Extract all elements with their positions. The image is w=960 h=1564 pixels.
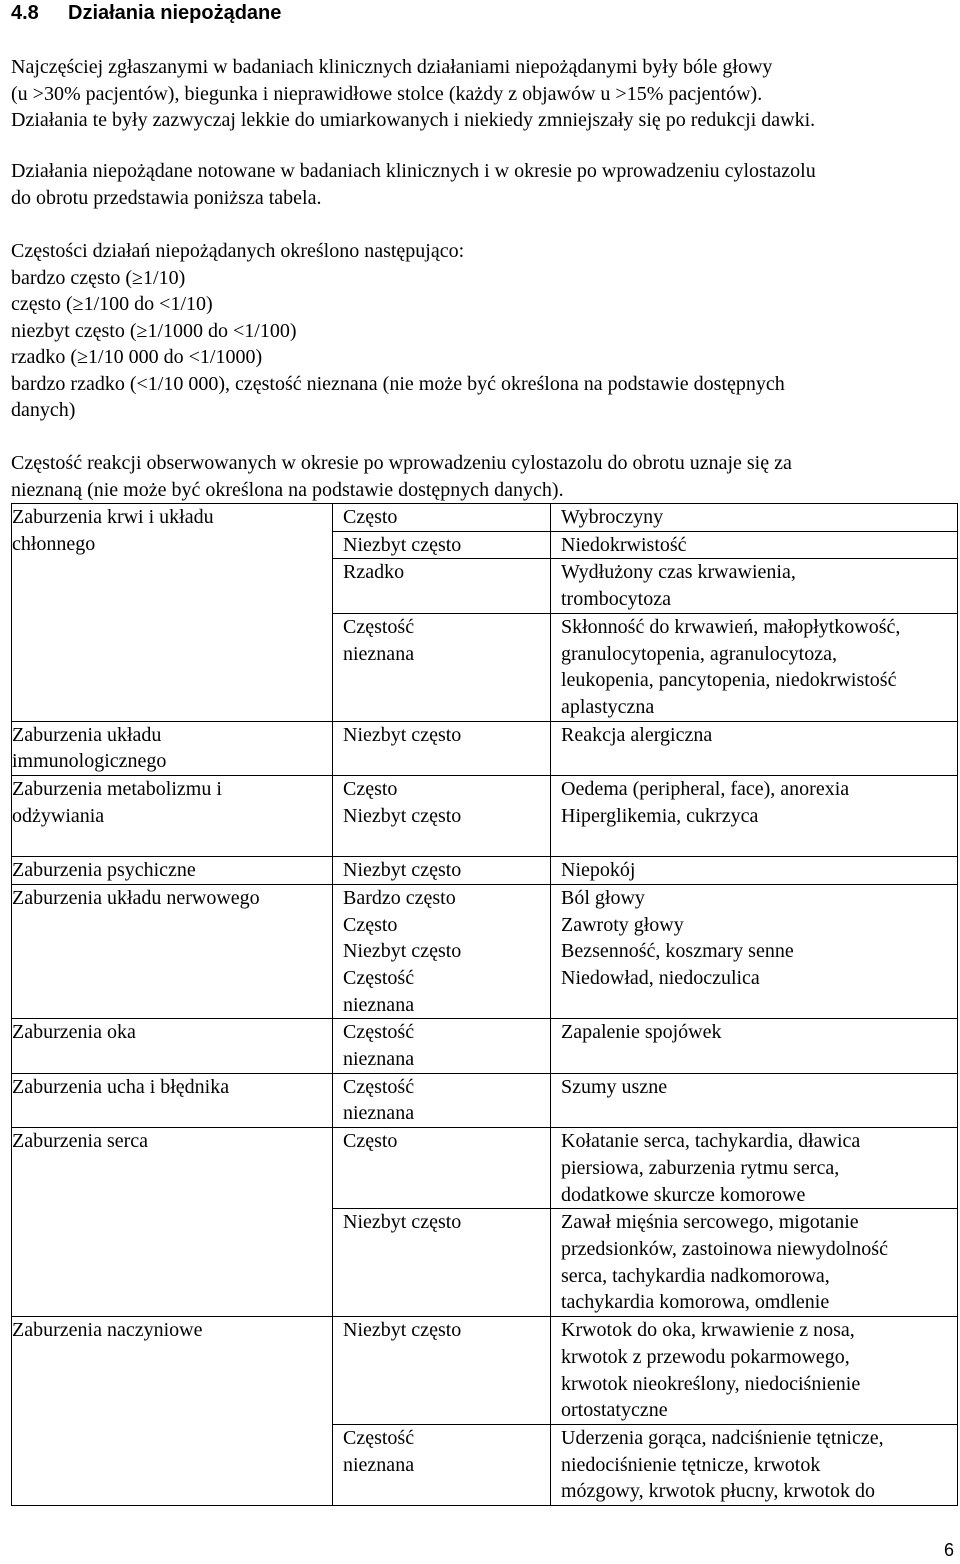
soc-line: Zaburzenia układu — [12, 723, 162, 746]
adverse-effect-line: Niepokój — [561, 859, 636, 882]
adverse-effect-line: Kołatanie serca, tachykardia, dławica — [561, 1130, 861, 1153]
system-organ-class-cell — [12, 1073, 333, 1127]
adverse-effect-line — [561, 992, 955, 1019]
adverse-effect-cell — [551, 857, 958, 885]
table-row — [12, 776, 958, 857]
soc-line: Zaburzenia krwi i układu — [12, 506, 214, 528]
soc-line: Zaburzenia psychiczne — [12, 859, 196, 882]
frequency-line: Częstość — [343, 1426, 415, 1449]
soc-line: chłonnego — [12, 532, 96, 555]
frequency-cell — [333, 857, 551, 885]
adverse-effect-line: aplastyczna — [561, 695, 655, 718]
frequency-line: nieznana — [343, 993, 415, 1016]
adverse-effect-cell — [551, 613, 958, 721]
frequency-cell — [333, 531, 551, 559]
table-row — [12, 1019, 958, 1073]
adverse-effect-line: Skłonność do krwawień, małopłytkowość, — [561, 615, 901, 638]
frequency-line: Często — [343, 1130, 398, 1153]
soc-line: Zaburzenia naczyniowe — [12, 1319, 203, 1342]
system-organ-class-cell — [12, 884, 333, 1019]
frequency-line: Częstość — [343, 966, 415, 989]
frequency-line: Często — [343, 778, 398, 801]
adverse-effect-line: Krwotok do oka, krwawienie z nosa, — [561, 1319, 855, 1342]
frequency-line: Często — [343, 913, 398, 936]
system-organ-class-cell — [12, 776, 333, 857]
text-line: rzadko (≥1/10 000 do <1/1000) — [11, 346, 263, 368]
frequency-line: Częstość — [343, 1075, 415, 1098]
section-heading — [11, 0, 281, 26]
frequency-line: Często — [343, 506, 398, 528]
adverse-effect-line: krwotok z przewodu pokarmowego, — [561, 1345, 850, 1368]
text-line: niezbyt często (≥1/1000 do <1/100) — [11, 319, 297, 342]
adverse-effect-cell — [551, 776, 958, 857]
frequency-line: Niezbyt często — [343, 533, 462, 556]
text-line: Działania te były zazwyczaj lekkie do umiarkowanych i niekiedy zmniejszały się po redukcji dawki. — [11, 109, 816, 131]
adverse-effect-line — [561, 829, 955, 856]
frequency-definitions — [11, 238, 955, 424]
frequency-line: nieznana — [343, 1102, 415, 1125]
text-line: (u >30% pacjentów), biegunka i nieprawidłowe stolce (każdy z objawów u >15% pacjentów). — [11, 82, 763, 105]
frequency-cell — [333, 884, 551, 1019]
table-row — [12, 1128, 958, 1209]
section-title: Działania niepożądane — [68, 2, 282, 24]
adverse-effect-line: Reakcja alergiczna — [561, 723, 713, 746]
adverse-effect-line: ortostatyczne — [561, 1399, 668, 1422]
adverse-effect-line: Wybroczyny — [561, 506, 664, 528]
adverse-effect-line: Zapalenie spojówek — [561, 1021, 722, 1044]
frequency-line: Niezbyt często — [343, 940, 462, 963]
adverse-effect-cell — [551, 1209, 958, 1317]
frequency-line: Niezbyt często — [343, 1319, 462, 1342]
adverse-effect-line: niedociśnienie tętnicze, krwotok — [561, 1453, 821, 1476]
adverse-effect-line: Niedowład, niedoczulica — [561, 966, 760, 989]
frequency-cell — [333, 776, 551, 857]
table-intro-paragraph — [11, 158, 955, 211]
adverse-effect-line: serca, tachykardia nadkomorowa, — [561, 1264, 830, 1287]
frequency-line: Częstość — [343, 1021, 415, 1044]
text-line: Częstość reakcji obserwowanych w okresie po wprowadzeniu cylostazolu do obrotu uznaje się za — [11, 452, 792, 474]
adverse-effect-cell — [551, 1128, 958, 1209]
adverse-effect-cell — [551, 504, 958, 532]
adverse-effect-line: Uderzenia gorąca, nadciśnienie tętnicze, — [561, 1426, 884, 1449]
adverse-effect-cell — [551, 884, 958, 1019]
soc-line: immunologicznego — [12, 750, 167, 773]
adverse-reactions-table — [11, 503, 958, 1506]
soc-line: Zaburzenia oka — [12, 1021, 136, 1044]
adverse-effect-line: Zawał mięśnia sercowego, migotanie — [561, 1211, 859, 1234]
table-row — [12, 1073, 958, 1127]
text-line: bardzo rzadko (<1/10 000), częstość nieznana (nie może być określona na podstawie dostępnych — [11, 372, 785, 395]
frequency-line — [343, 829, 548, 856]
frequency-line: Niezbyt często — [343, 723, 462, 746]
text-line: danych) — [11, 399, 76, 421]
text-line: Częstości działań niepożądanych określono następująco: — [11, 240, 465, 262]
system-organ-class-cell — [12, 1128, 333, 1317]
system-organ-class-cell — [12, 721, 333, 775]
adverse-effect-line: Hiperglikemia, cukrzyca — [561, 804, 759, 827]
adverse-effect-cell — [551, 1317, 958, 1425]
frequency-cell — [333, 1424, 551, 1505]
adverse-effect-line: Niedokrwistość — [561, 533, 687, 556]
postmarketing-paragraph — [11, 450, 955, 503]
adverse-effect-line: Ból głowy — [561, 886, 645, 909]
table-row — [12, 884, 958, 1019]
adverse-effect-line: Bezsenność, koszmary senne — [561, 940, 794, 963]
adverse-effect-cell — [551, 721, 958, 775]
page-number: 6 — [943, 1540, 954, 1560]
adverse-effect-line: trombocytoza — [561, 588, 671, 611]
adverse-effect-line: Szumy uszne — [561, 1075, 668, 1098]
soc-line: Zaburzenia układu nerwowego — [12, 886, 260, 909]
frequency-cell — [333, 1073, 551, 1127]
soc-line: Zaburzenia ucha i błędnika — [12, 1075, 230, 1098]
adverse-effect-cell — [551, 531, 958, 559]
adverse-effect-cell — [551, 1073, 958, 1127]
frequency-line: Rzadko — [343, 561, 405, 584]
adverse-effect-line: Zawroty głowy — [561, 913, 684, 936]
frequency-line: Bardzo często — [343, 886, 456, 909]
adverse-effect-line: przedsionków, zastoinowa niewydolność — [561, 1237, 888, 1260]
soc-line: Zaburzenia serca — [12, 1130, 149, 1153]
adverse-effect-line: Wydłużony czas krwawienia, — [561, 561, 796, 584]
text-line: do obrotu przedstawia poniższa tabela. — [11, 186, 322, 209]
adverse-effect-line: granulocytopenia, agranulocytoza, — [561, 642, 837, 665]
adverse-effect-cell — [551, 559, 958, 613]
table-row — [12, 504, 958, 532]
adverse-effect-line: piersiowa, zaburzenia rytmu serca, — [561, 1156, 840, 1179]
system-organ-class-cell — [12, 1019, 333, 1073]
adverse-effect-line: tachykardia komorowa, omdlenie — [561, 1291, 830, 1314]
frequency-line: Niezbyt często — [343, 1211, 462, 1234]
text-line: Najczęściej zgłaszanymi w badaniach klinicznych działaniami niepożądanymi były bóle głowy — [11, 56, 773, 78]
frequency-cell — [333, 1019, 551, 1073]
section-number: 4.8 — [11, 2, 39, 24]
text-line: nieznaną (nie może być określona na podstawie dostępnych danych). — [11, 478, 564, 501]
frequency-line: nieznana — [343, 642, 415, 665]
adverse-effect-line: leukopenia, pancytopenia, niedokrwistość — [561, 669, 897, 692]
adverse-effect-line: krwotok nieokreślony, niedociśnienie — [561, 1372, 861, 1395]
system-organ-class-cell — [12, 1317, 333, 1506]
table-row — [12, 857, 958, 885]
frequency-cell — [333, 721, 551, 775]
system-organ-class-cell — [12, 504, 333, 722]
adverse-effect-line: Oedema (peripheral, face), anorexia — [561, 778, 850, 801]
intro-paragraph — [11, 54, 955, 134]
text-line: często (≥1/100 do <1/10) — [11, 293, 213, 315]
table-row — [12, 721, 958, 775]
frequency-line: Niezbyt często — [343, 859, 462, 882]
adverse-effect-cell — [551, 1424, 958, 1505]
adverse-effect-line: dodatkowe skurcze komorowe — [561, 1183, 806, 1206]
soc-line: odżywiania — [12, 804, 105, 827]
text-line: bardzo często (≥1/10) — [11, 266, 186, 289]
soc-line: Zaburzenia metabolizmu i — [12, 778, 222, 801]
adverse-effect-line: mózgowy, krwotok płucny, krwotok do — [561, 1480, 876, 1503]
table-row — [12, 1317, 958, 1425]
frequency-cell — [333, 1209, 551, 1317]
frequency-line: Niezbyt często — [343, 804, 462, 827]
text-line: Działania niepożądane notowane w badaniach klinicznych i w okresie po wprowadzeniu cylostazolu — [11, 160, 816, 182]
frequency-cell — [333, 1128, 551, 1209]
frequency-line: nieznana — [343, 1048, 415, 1071]
system-organ-class-cell — [12, 857, 333, 885]
frequency-cell — [333, 1317, 551, 1425]
adverse-effect-cell — [551, 1019, 958, 1073]
frequency-cell — [333, 559, 551, 613]
frequency-line: Częstość — [343, 615, 415, 638]
frequency-cell — [333, 613, 551, 721]
frequency-line: nieznana — [343, 1453, 415, 1476]
frequency-cell — [333, 504, 551, 532]
